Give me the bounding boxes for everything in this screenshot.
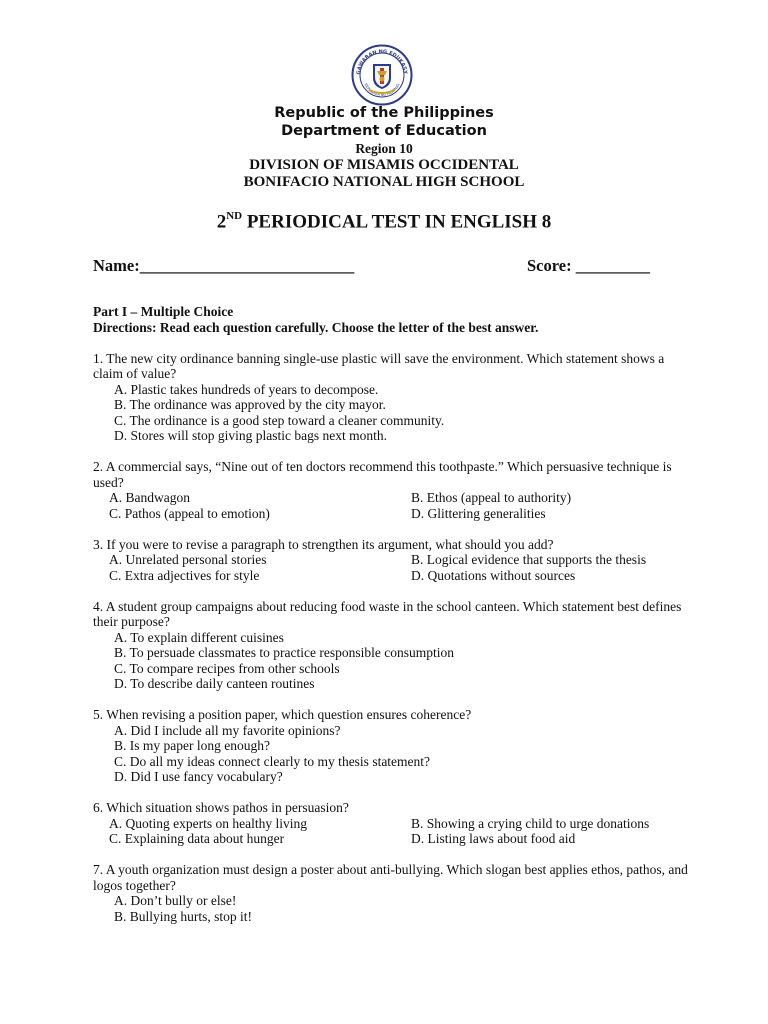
header-region: Region 10 bbox=[355, 141, 413, 156]
option-a: A. Did I include all my favorite opinions? bbox=[114, 722, 341, 738]
score-field: Score: _________ bbox=[527, 256, 650, 275]
option-d: D. Stores will stop giving plastic bags next month. bbox=[114, 428, 387, 443]
options-grid bbox=[93, 490, 693, 521]
header-division: DIVISION OF MISAMIS OCCIDENTAL bbox=[249, 157, 519, 173]
option-c: C. To compare recipes from other schools bbox=[114, 660, 340, 676]
test-title bbox=[0, 211, 768, 233]
option-a: A. Quoting experts on healthy living bbox=[109, 815, 307, 831]
question-text: 7. A youth organization must design a poster about anti-bullying. Which slogan best applies ethos, pathos, and logos together? bbox=[93, 862, 688, 893]
question-6 bbox=[93, 800, 693, 847]
question-4 bbox=[93, 599, 693, 692]
question-text: 2. A commercial says, “Nine out of ten doctors recommend this toothpaste.” Which persuasive technique is used? bbox=[93, 459, 672, 490]
header-department: Department of Education bbox=[281, 123, 487, 139]
name-field: Name:__________________________ bbox=[93, 256, 355, 275]
option-b: B. Showing a crying child to urge donations bbox=[411, 815, 650, 831]
option-c: C. Explaining data about hunger bbox=[109, 831, 285, 846]
option-b: B. Is my paper long enough? bbox=[114, 738, 270, 753]
school-header bbox=[0, 104, 768, 191]
option-b: B. To persuade classmates to practice responsible consumption bbox=[114, 645, 454, 660]
option-d: D. Did I use fancy vocabulary? bbox=[114, 769, 283, 784]
option-c: C. Do all my ideas connect clearly to my thesis statement? bbox=[114, 753, 431, 769]
options-grid bbox=[93, 552, 693, 583]
option-d: D. Glittering generalities bbox=[411, 505, 546, 521]
deped-seal-logo bbox=[351, 44, 413, 106]
question-text: 6. Which situation shows pathos in persuasion? bbox=[93, 800, 349, 815]
seal-ring-subtext: REPUBLIKA NG PILIPINAS bbox=[363, 82, 401, 98]
header-school: BONIFACIO NATIONAL HIGH SCHOOL bbox=[243, 174, 525, 190]
question-text: 3. If you were to revise a paragraph to strengthen its argument, what should you add? bbox=[93, 536, 554, 552]
header-republic: Republic of the Philippines bbox=[274, 105, 494, 121]
question-7 bbox=[93, 862, 693, 924]
option-a: A. Don’t bully or else! bbox=[114, 893, 237, 908]
question-text: 1. The new city ordinance banning single-use plastic will save the environment. Which statement shows a claim of value? bbox=[93, 350, 665, 381]
question-text: 4. A student group campaigns about reducing food waste in the school canteen. Which statement best defines their purpose? bbox=[93, 598, 682, 629]
option-a: A. Bandwagon bbox=[109, 490, 190, 505]
option-a: A. Unrelated personal stories bbox=[109, 552, 267, 567]
question-2 bbox=[93, 459, 693, 521]
question-1 bbox=[93, 351, 693, 444]
option-b: B. Logical evidence that supports the thesis bbox=[411, 552, 647, 567]
question-text: 5. When revising a position paper, which question ensures coherence? bbox=[93, 707, 472, 722]
option-c: C. Extra adjectives for style bbox=[109, 567, 260, 583]
option-b: B. The ordinance was approved by the city mayor. bbox=[114, 397, 386, 412]
test-content bbox=[93, 304, 693, 924]
option-c: C. Pathos (appeal to emotion) bbox=[109, 505, 270, 521]
directions: Directions: Read each question carefully. Choose the letter of the best answer. bbox=[93, 319, 539, 335]
option-c: C. The ordinance is a good step toward a cleaner community. bbox=[114, 412, 445, 428]
question-5 bbox=[93, 707, 693, 785]
part-title: Part I – Multiple Choice bbox=[93, 304, 234, 319]
title-suffix: ND bbox=[226, 210, 243, 222]
option-a: A. To explain different cuisines bbox=[114, 629, 284, 645]
option-a: A. Plastic takes hundreds of years to decompose. bbox=[114, 381, 379, 397]
option-d: D. To describe daily canteen routines bbox=[114, 676, 315, 691]
seal-ring-text: GAWARAN NG EDUKASY bbox=[355, 48, 409, 75]
option-d: D. Listing laws about food aid bbox=[411, 831, 576, 846]
options-grid bbox=[93, 816, 693, 847]
question-3 bbox=[93, 537, 693, 584]
title-rest: PERIODICAL TEST IN ENGLISH 8 bbox=[242, 211, 552, 233]
option-d: D. Quotations without sources bbox=[411, 567, 576, 583]
option-b: B. Bullying hurts, stop it! bbox=[114, 908, 253, 924]
seal-icon bbox=[351, 44, 413, 106]
option-b: B. Ethos (appeal to authority) bbox=[411, 490, 572, 505]
title-number: 2 bbox=[216, 211, 227, 233]
